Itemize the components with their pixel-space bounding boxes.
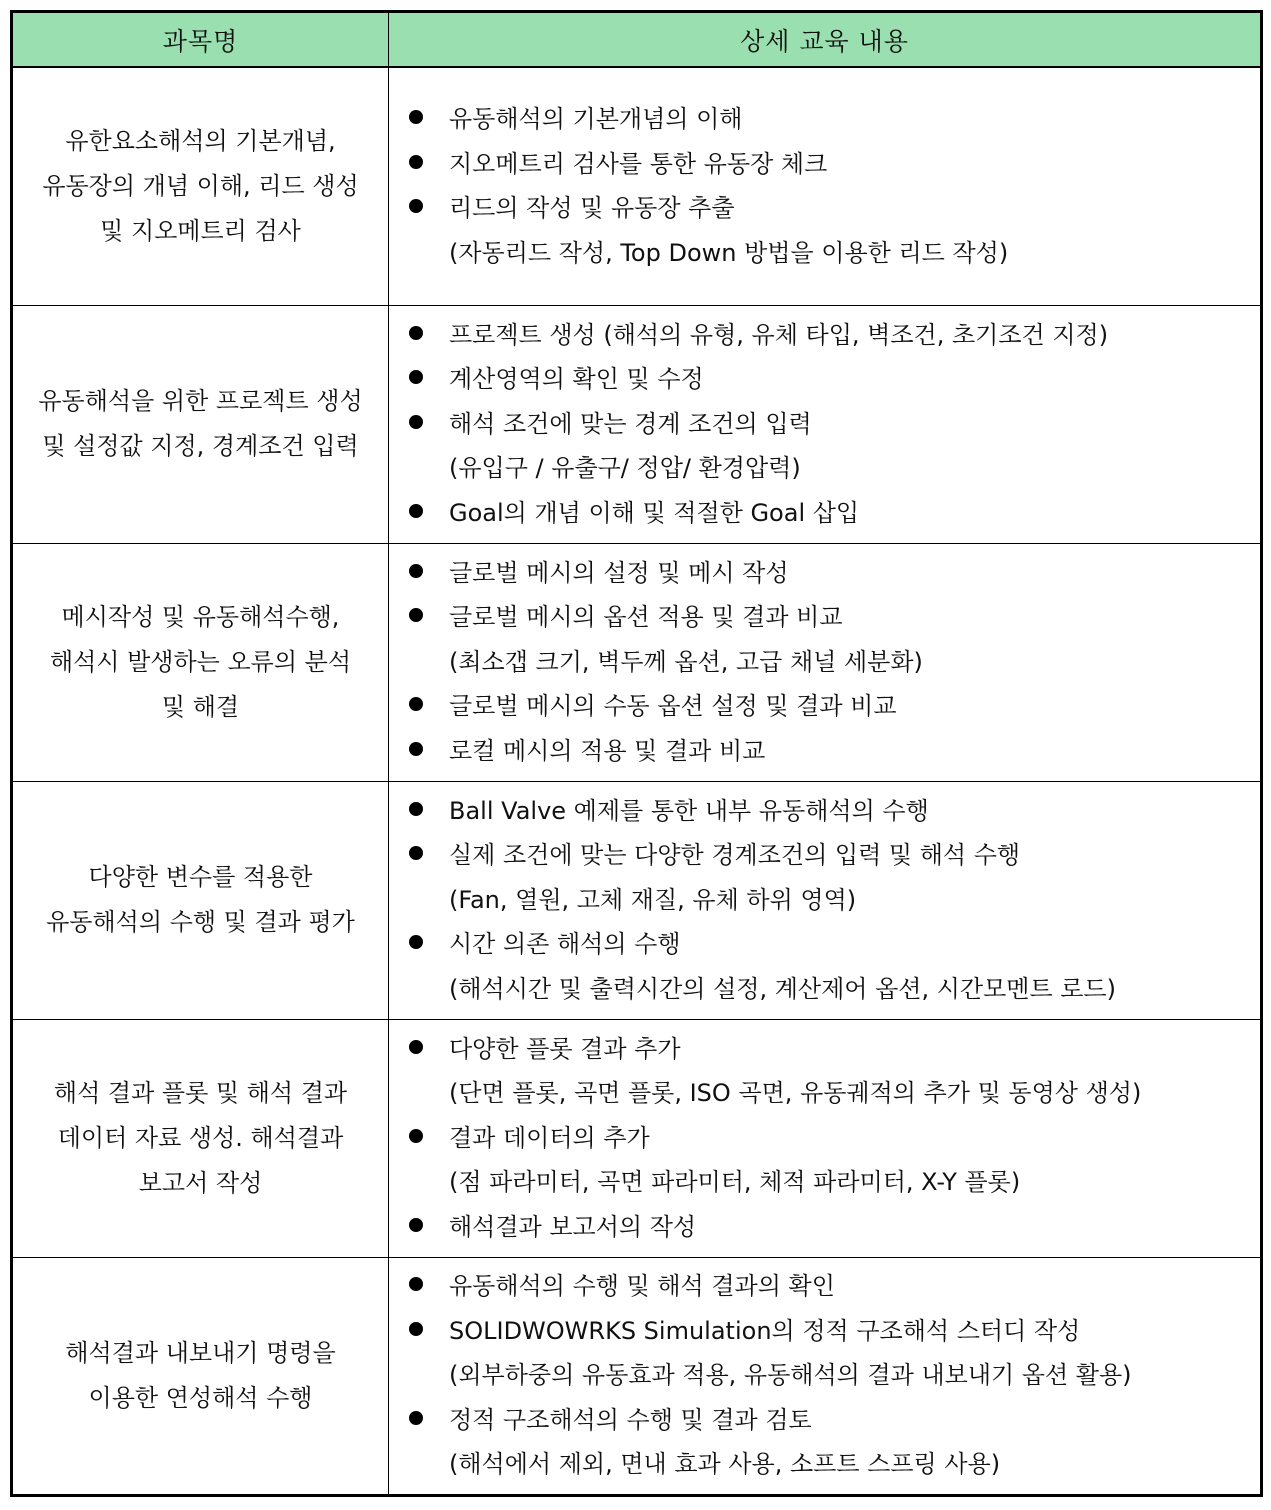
bullet-icon xyxy=(409,697,423,711)
details-column-header: 상세 교육 내용 xyxy=(389,12,1262,68)
list-item xyxy=(409,97,1260,142)
list-item-text: 유동해석의 수행 및 해석 결과의 확인 xyxy=(449,1272,835,1301)
table-row xyxy=(12,543,1262,781)
list-item-text: Goal의 개념 이해 및 적절한 Goal 삽입 xyxy=(449,498,860,527)
bullet-icon xyxy=(409,326,423,340)
list-item-text: (단면 플롯, 곡면 플롯, ISO 곡면, 유동궤적의 추가 및 동영상 생성) xyxy=(449,1079,1142,1108)
bullet-icon xyxy=(409,935,423,949)
list-item-text: 다양한 플롯 결과 추가 xyxy=(449,1034,681,1063)
list-item-text: (최소갭 크기, 벽두께 옵션, 고급 채널 세분화) xyxy=(449,647,923,676)
subject-cell: 해석 결과 플롯 및 해석 결과 데이터 자료 생성. 해석결과 보고서 작성 xyxy=(12,1019,389,1257)
bullet-icon xyxy=(409,199,423,213)
details-list xyxy=(389,313,1260,536)
list-item-continuation xyxy=(409,967,1260,1012)
list-item-continuation xyxy=(409,878,1260,923)
list-item xyxy=(409,313,1260,358)
list-item xyxy=(409,684,1260,729)
table-body xyxy=(12,67,1262,1495)
bullet-icon xyxy=(409,1129,423,1143)
bullet-icon xyxy=(409,504,423,518)
details-list xyxy=(389,97,1260,275)
bullet-icon xyxy=(409,802,423,816)
details-cell xyxy=(389,1257,1262,1495)
bullet-icon xyxy=(409,564,423,578)
list-item-text: 해석 조건에 맞는 경계 조건의 입력 xyxy=(449,409,812,438)
curriculum-table xyxy=(10,10,1263,1497)
bullet-icon xyxy=(409,608,423,622)
bullet-icon xyxy=(409,1277,423,1291)
list-item-text: (점 파라미터, 곡면 파라미터, 체적 파라미터, X-Y 플롯) xyxy=(449,1168,1021,1197)
bullet-icon xyxy=(409,110,423,124)
bullet-icon xyxy=(409,742,423,756)
bullet-icon xyxy=(409,1218,423,1232)
subject-cell: 메시작성 및 유동해석수행, 해석시 발생하는 오류의 분석 및 해결 xyxy=(12,543,389,781)
list-item-text: 결과 데이터의 추가 xyxy=(449,1123,650,1152)
details-cell xyxy=(389,1019,1262,1257)
subject-cell: 다양한 변수를 적용한 유동해석의 수행 및 결과 평가 xyxy=(12,781,389,1019)
list-item xyxy=(409,922,1260,967)
list-item xyxy=(409,551,1260,596)
details-list xyxy=(389,551,1260,774)
list-item-continuation xyxy=(409,1442,1260,1487)
list-item-text: 로컬 메시의 적용 및 결과 비교 xyxy=(449,736,766,765)
list-item-text: 리드의 작성 및 유동장 추출 xyxy=(449,194,735,223)
list-item-text: (Fan, 열원, 고체 재질, 유체 하위 영역) xyxy=(449,885,857,914)
list-item-text: SOLIDWOWRKS Simulation의 정적 구조해석 스터디 작성 xyxy=(449,1316,1081,1345)
list-item xyxy=(409,1398,1260,1443)
subject-cell: 유한요소해석의 기본개념, 유동장의 개념 이해, 리드 생성 및 지오메트리 검사 xyxy=(12,67,389,305)
list-item-continuation xyxy=(409,1160,1260,1205)
bullet-icon xyxy=(409,846,423,860)
list-item xyxy=(409,729,1260,774)
list-item xyxy=(409,357,1260,402)
details-cell xyxy=(389,67,1262,305)
list-item-text: 글로벌 메시의 설정 및 메시 작성 xyxy=(449,558,789,587)
list-item-text: 해석결과 보고서의 작성 xyxy=(449,1212,697,1241)
table-row xyxy=(12,1257,1262,1495)
list-item-text: (자동리드 작성, Top Down 방법을 이용한 리드 작성) xyxy=(449,238,1009,267)
table-row xyxy=(12,305,1262,543)
list-item-text: 정적 구조해석의 수행 및 결과 검토 xyxy=(449,1405,812,1434)
details-list xyxy=(389,1264,1260,1487)
list-item-text: (해석에서 제외, 면내 효과 사용, 소프트 스프링 사용) xyxy=(449,1450,1001,1479)
header-row xyxy=(12,12,1262,68)
subject-cell: 유동해석을 위한 프로젝트 생성 및 설정값 지정, 경계조건 입력 xyxy=(12,305,389,543)
list-item-continuation xyxy=(409,231,1260,276)
details-cell xyxy=(389,305,1262,543)
list-item-text: 시간 의존 해석의 수행 xyxy=(449,930,681,959)
subject-cell: 해석결과 내보내기 명령을 이용한 연성해석 수행 xyxy=(12,1257,389,1495)
list-item-text: 프로젝트 생성 (해석의 유형, 유체 타입, 벽조건, 초기조건 지정) xyxy=(449,320,1109,349)
details-cell xyxy=(389,543,1262,781)
list-item-text: 글로벌 메시의 수동 옵션 설정 및 결과 비교 xyxy=(449,692,897,721)
subject-column-header: 과목명 xyxy=(12,12,389,68)
list-item xyxy=(409,789,1260,834)
list-item-text: 지오메트리 검사를 통한 유동장 체크 xyxy=(449,149,828,178)
list-item-continuation xyxy=(409,446,1260,491)
bullet-icon xyxy=(409,1411,423,1425)
details-cell xyxy=(389,781,1262,1019)
list-item xyxy=(409,142,1260,187)
list-item-continuation xyxy=(409,640,1260,685)
list-item xyxy=(409,595,1260,640)
table-row xyxy=(12,67,1262,305)
list-item xyxy=(409,1264,1260,1309)
list-item-text: (외부하중의 유동효과 적용, 유동해석의 결과 내보내기 옵션 활용) xyxy=(449,1361,1132,1390)
bullet-icon xyxy=(409,155,423,169)
list-item xyxy=(409,1309,1260,1354)
list-item xyxy=(409,491,1260,536)
list-item-text: (해석시간 및 출력시간의 설정, 계산제어 옵션, 시간모멘트 로드) xyxy=(449,974,1116,1003)
details-list xyxy=(389,789,1260,1012)
bullet-icon xyxy=(409,370,423,384)
details-list xyxy=(389,1027,1260,1250)
list-item-text: 글로벌 메시의 옵션 적용 및 결과 비교 xyxy=(449,603,843,632)
list-item-continuation xyxy=(409,1071,1260,1116)
list-item xyxy=(409,186,1260,231)
list-item xyxy=(409,1116,1260,1161)
list-item-continuation xyxy=(409,1353,1260,1398)
table-row xyxy=(12,1019,1262,1257)
list-item xyxy=(409,1027,1260,1072)
list-item-text: 실제 조건에 맞는 다양한 경계조건의 입력 및 해석 수행 xyxy=(449,841,1021,870)
list-item xyxy=(409,402,1260,447)
list-item-text: Ball Valve 예제를 통한 내부 유동해석의 수행 xyxy=(449,796,929,825)
list-item xyxy=(409,1205,1260,1250)
list-item-text: 유동해석의 기본개념의 이해 xyxy=(449,105,743,134)
list-item-text: (유입구 / 유출구/ 정압/ 환경압력) xyxy=(449,454,801,483)
list-item xyxy=(409,833,1260,878)
bullet-icon xyxy=(409,1040,423,1054)
bullet-icon xyxy=(409,415,423,429)
list-item-text: 계산영역의 확인 및 수정 xyxy=(449,365,704,394)
bullet-icon xyxy=(409,1322,423,1336)
table-row xyxy=(12,781,1262,1019)
